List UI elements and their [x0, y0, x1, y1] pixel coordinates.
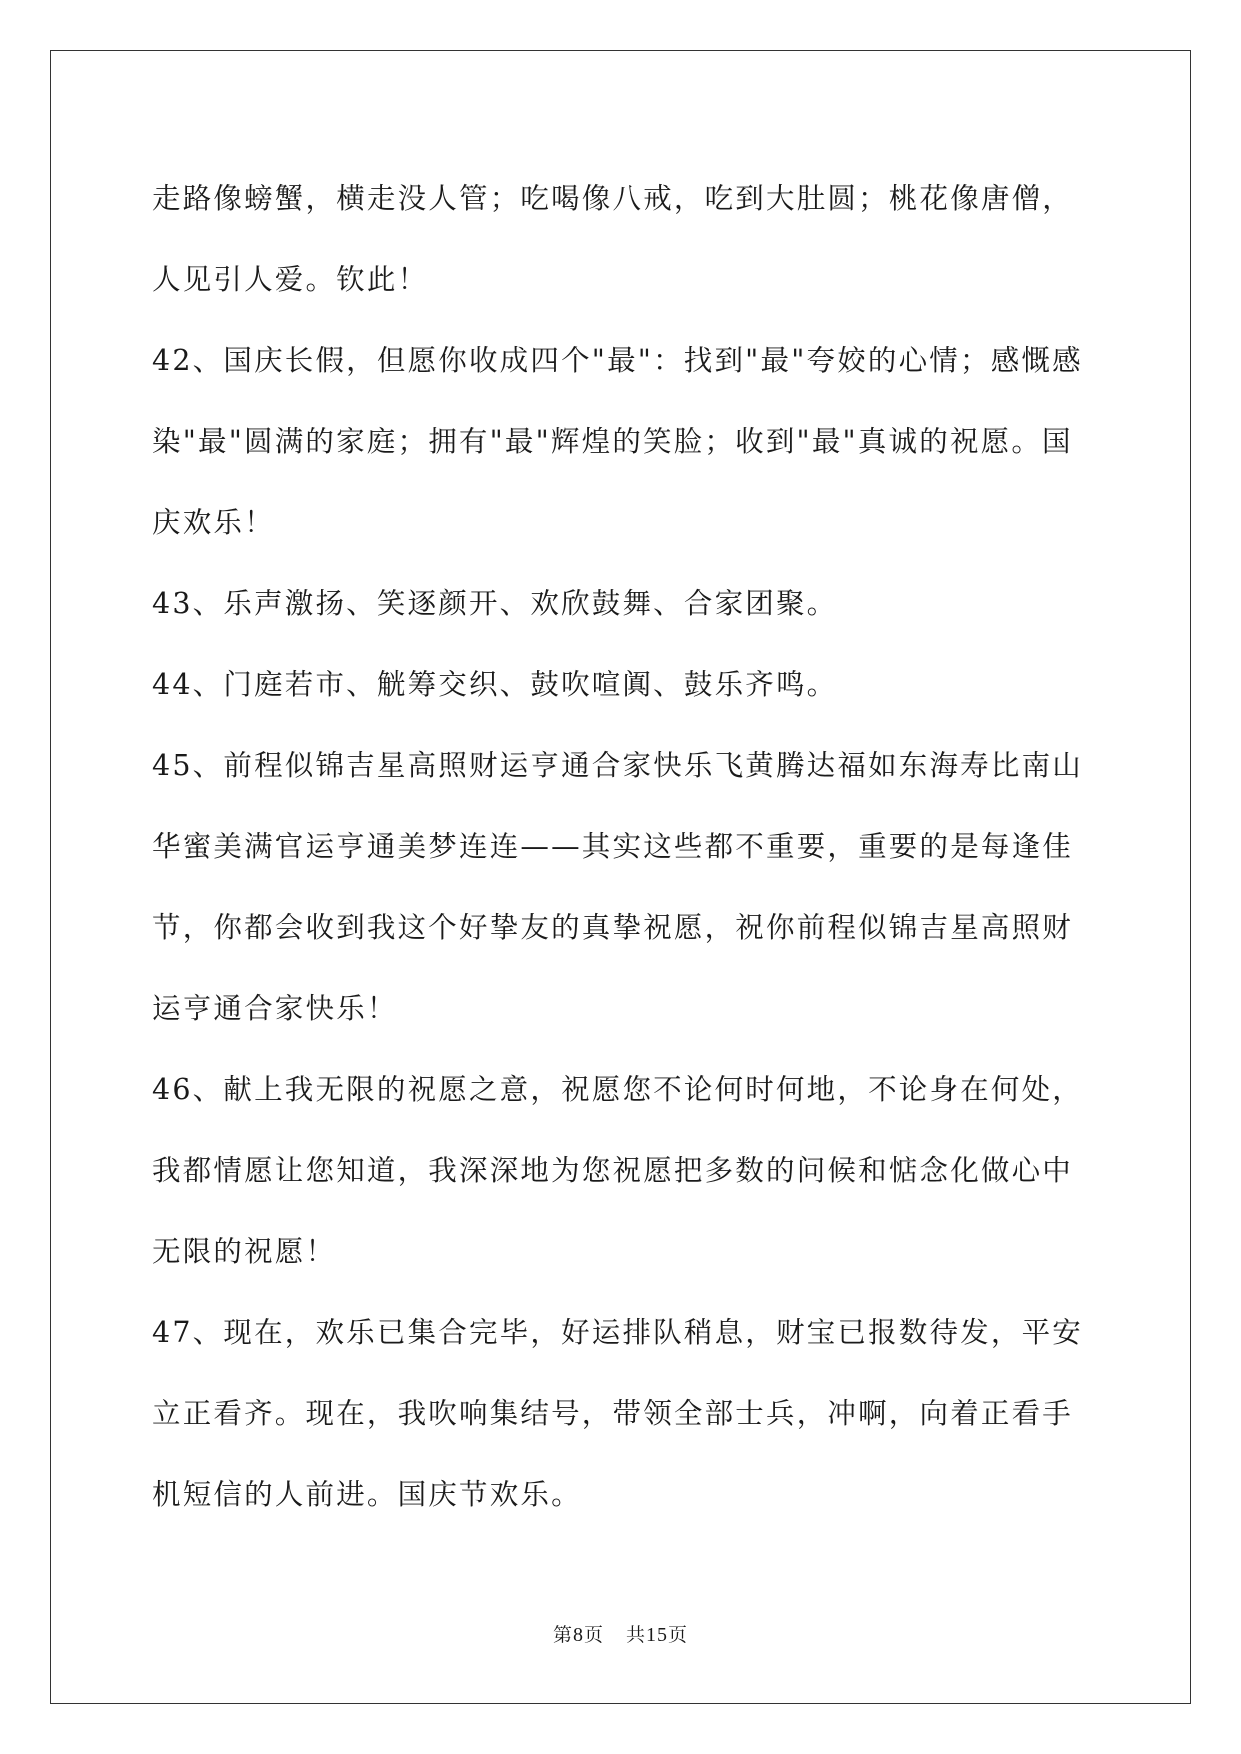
text-line: 节，你都会收到我这个好挚友的真挚祝愿，祝你前程似锦吉星高照财	[152, 911, 1074, 944]
text-line: 45、前程似锦吉星高照财运亨通合家快乐飞黄腾达福如东海寿比南山	[152, 749, 1083, 782]
page-suffix: 页	[583, 1624, 604, 1646]
total-suffix: 页	[668, 1624, 689, 1646]
text-line: 43、乐声激扬、笑逐颜开、欢欣鼓舞、合家团聚。	[152, 587, 838, 620]
text-line: 运亨通合家快乐！	[152, 992, 398, 1025]
total-prefix: 共	[626, 1624, 647, 1646]
page-prefix: 第	[552, 1624, 573, 1646]
text-line: 42、国庆长假，但愿你收成四个"最"：找到"最"夸姣的心情；感慨感	[152, 344, 1083, 377]
text-line: 立正看齐。现在，我吹响集结号，带领全部士兵，冲啊，向着正看手	[152, 1397, 1074, 1430]
text-line: 我都情愿让您知道，我深深地为您祝愿把多数的问候和惦念化做心中	[152, 1154, 1074, 1187]
text-line: 庆欢乐！	[152, 506, 275, 539]
text-line: 47、现在，欢乐已集合完毕，好运排队稍息，财宝已报数待发，平安	[152, 1316, 1083, 1349]
page-number-label	[553, 1624, 604, 1646]
page-footer	[0, 1620, 1241, 1647]
text-line: 华蜜美满官运亨通美梦连连——其实这些都不重要，重要的是每逢佳	[152, 830, 1074, 863]
text-line: 走路像螃蟹，横走没人管；吃喝像八戒，吃到大肚圆；桃花像唐僧，	[152, 182, 1074, 215]
current-page-number: 8	[572, 1624, 584, 1646]
text-line: 机短信的人前进。国庆节欢乐。	[152, 1478, 582, 1511]
text-line: 44、门庭若市、觥筹交织、鼓吹喧阗、鼓乐齐鸣。	[152, 668, 838, 701]
document-body	[152, 158, 1092, 1535]
text-line: 46、献上我无限的祝愿之意，祝愿您不论何时何地，不论身在何处，	[152, 1073, 1083, 1106]
total-page-count: 15	[646, 1624, 669, 1646]
text-line: 无限的祝愿！	[152, 1235, 337, 1268]
text-line: 染"最"圆满的家庭；拥有"最"辉煌的笑脸；收到"最"真诚的祝愿。国	[152, 425, 1073, 458]
text-line: 人见引人爱。钦此！	[152, 263, 429, 296]
total-pages-label	[626, 1624, 688, 1646]
